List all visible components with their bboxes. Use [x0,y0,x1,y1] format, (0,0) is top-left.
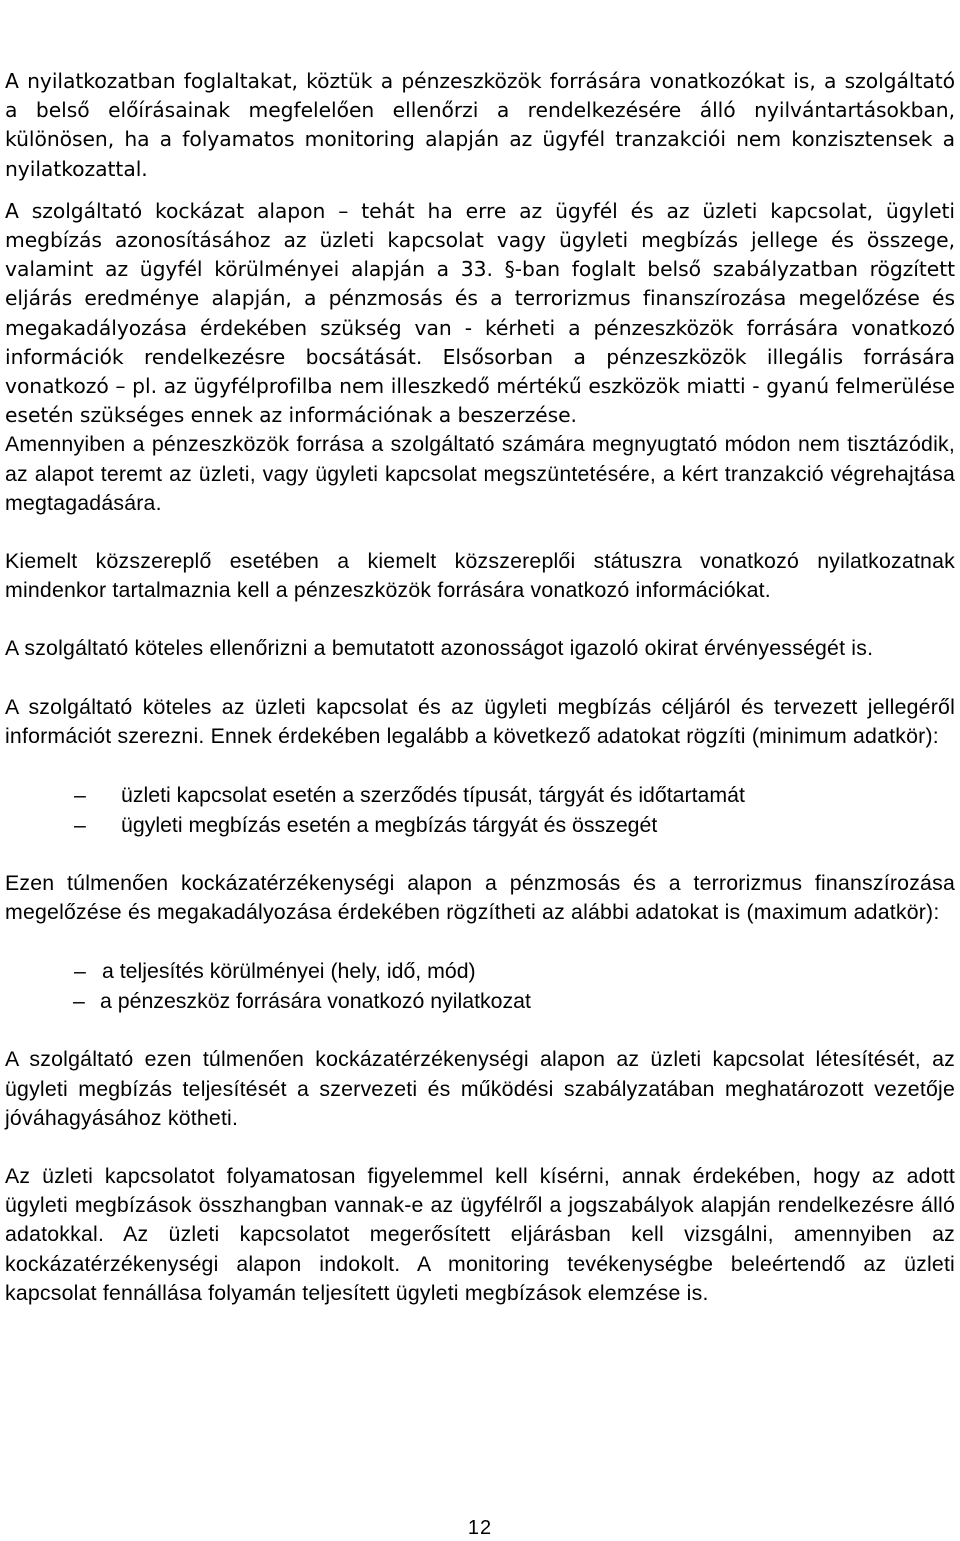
list-item-text: ügyleti megbízás esetén a megbízás tárgyát és összegét [121,813,658,838]
list-item [5,810,955,840]
list-item [5,986,955,1016]
dash-bullet: – [74,813,86,838]
dash-bullet: – [74,959,86,984]
paragraph-pep: Kiemelt közszereplő esetében a kiemelt közszereplői státuszra vonatkozó nyilatkozatnak mindenkor tartalmaznia kell a pénzeszközök forrására vonatkozó információkat. [5,549,955,603]
paragraph-purpose-info: A szolgáltató köteles az üzleti kapcsolat és az ügyleti megbízás céljáról és tervezett jellegéről információt szerezni. Ennek érdekében legalább a következő adatokat rögzíti (minimum adatkör): [5,694,955,748]
paragraph-extra-data: Ezen túlmenően kockázatérzékenységi alapon a pénzmosás és a terrorizmus finanszírozása megelőzése és megakadályozása érdekében rögzítheti az alábbi adatokat is (maximum adatkör): [5,871,955,925]
dash-bullet: – [74,783,86,808]
page-number: 12 [467,1517,493,1539]
minimum-data-list [5,780,955,840]
list-item [5,780,955,810]
document-page [5,67,955,1308]
maximum-data-list [5,956,955,1016]
paragraph-manager-approval: A szolgáltató ezen túlmenően kockázatérzékenységi alapon az üzleti kapcsolat létesítését, az ügyleti megbízás teljesítését a szervezeti és működési szabályzatában meghatározott vezetője jóváhagyásához kötheti. [5,1047,955,1130]
list-item-text: üzleti kapcsolat esetén a szerződés típusát, tárgyát és időtartamát [121,783,745,808]
paragraph-risk-based-request: A szolgáltató kockázat alapon – tehát ha erre az ügyfél és az üzleti kapcsolat, ügyleti megbízás azonosításához az üzleti kapcsolat vagy ügyleti megbízás jellege és összege, valamint az ügyfél körülményei alapján a 33. §-ban foglalt belső szabályzatban rögzített eljárás eredménye alapján, a pénzmosás és a terrorizmus finanszírozása megelőzése és megakadályozása érdekében szükség van - kérheti a pénzeszközök forrására vonatkozó információk rendelkezésre bocsátását. Elsősorban a pénzeszközök illegális forrására vonatkozó – pl. az ügyfélprofilba nem illeszkedő mértékű eszközök miatti - gyanú felmerülése esetén szükséges ennek az információnak a beszerzése. [5,198,955,428]
list-item [5,956,955,986]
paragraph-declaration-check: A nyilatkozatban foglaltakat, köztük a pénzeszközök forrására vonatkozókat is, a szolgáltató a belső előírásainak megfelelően ellenőrzi a rendelkezésére álló nyilvántartásokban, különösen, ha a folyamatos monitoring alapján az ügyfél tranzakciói nem konzisztensek a nyilatkozattal. [5,69,955,181]
list-item-text: a teljesítés körülményei (hely, idő, mód) [102,959,476,984]
list-item-text: a pénzeszköz forrására vonatkozó nyilatkozat [100,989,531,1014]
paragraph-id-validity: A szolgáltató köteles ellenőrizni a bemutatott azonosságot igazoló okirat érvényességét is. [5,636,874,661]
dash-bullet: – [73,989,85,1014]
paragraph-monitoring: Az üzleti kapcsolatot folyamatosan figyelemmel kell kísérni, annak érdekében, hogy az adott ügyleti megbízások összhangban vannak-e az ügyfélről a jogszabályok alapján rendelkezésre álló adatokkal. Az üzleti kapcsolatot megerősített eljárásban kell vizsgálni, amennyiben az kockázatérzékenységi alapon indokolt. A monitoring tevékenységbe beleértendő az üzleti kapcsolat fennállása folyamán teljesített ügyleti megbízások elemzése is. [5,1164,955,1305]
paragraph-unclarified-source: Amennyiben a pénzeszközök forrása a szolgáltató számára megnyugtató módon nem tisztázódik, az alapot teremt az üzleti, vagy ügyleti kapcsolat megszüntetésére, a kért tranzakció végrehajtása megtagadására. [5,432,955,515]
